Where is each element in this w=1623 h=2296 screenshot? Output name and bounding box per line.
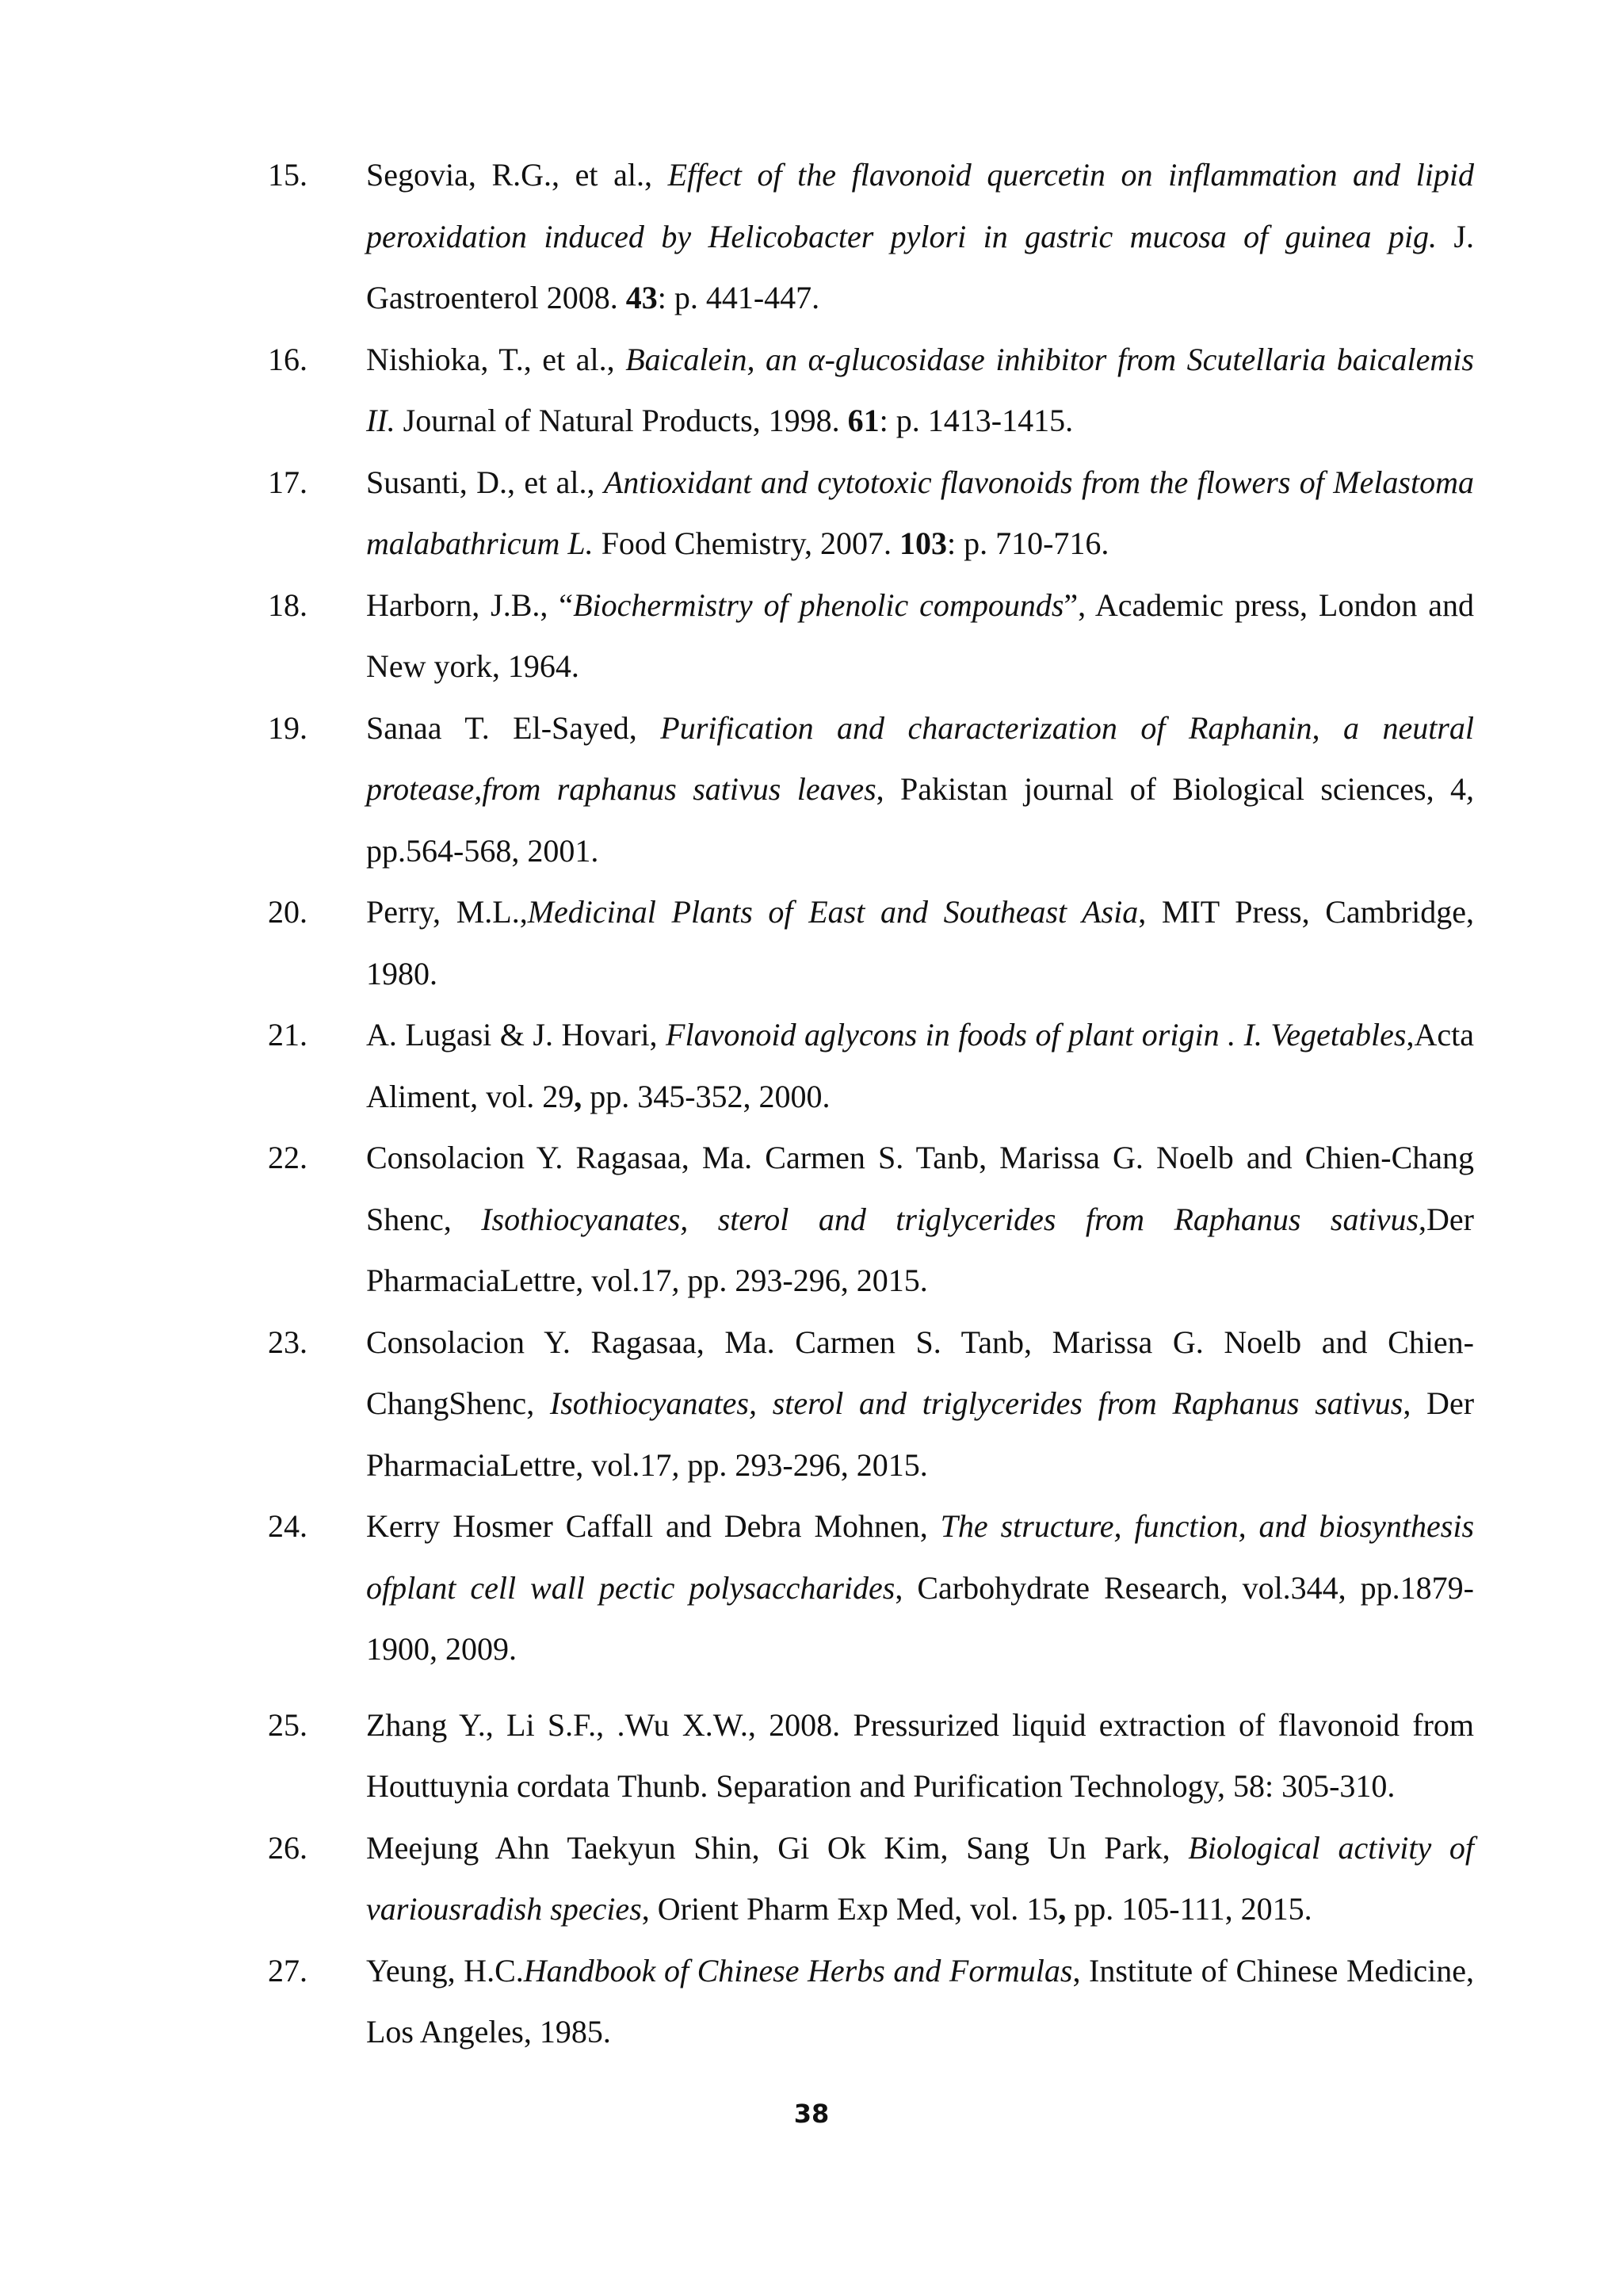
reference-text bbox=[366, 1940, 1474, 2063]
reference-entry bbox=[268, 1694, 1474, 1817]
reference-entry bbox=[268, 1004, 1474, 1127]
reference-number: 17. bbox=[268, 464, 307, 500]
reference-text-segment: Food Chemistry, 2007. bbox=[593, 525, 899, 561]
reference-text-segment: Zhang Y., Li S.F., .Wu X.W., 2008. Pressurized liquid extraction of flavonoid from Houttuynia cordata Thunb. Separation and Purification Technology, 58: 305-310. bbox=[366, 1706, 1474, 1804]
reference-text-segment: ,Der PharmaciaLettre, vol.17 bbox=[366, 1201, 1474, 1298]
reference-entry bbox=[268, 1312, 1475, 1496]
reference-text-segment: : p. 441-447. bbox=[657, 280, 820, 315]
reference-title-italic: Antioxidant and cytotoxic flavonoids from the flowers of Melastoma malabathricum L. bbox=[366, 464, 1474, 561]
page-number: 38 bbox=[793, 2099, 830, 2129]
reference-title-italic: Purification and characterization of Raphanin, a neutral protease,from raphanus sativus leaves bbox=[366, 709, 1474, 807]
reference-text-segment: Yeung, H.C. bbox=[366, 1952, 524, 1988]
reference-volume-bold: 43 bbox=[625, 280, 658, 315]
reference-entry bbox=[268, 144, 1474, 329]
reference-text-segment: Consolacion Y. Ragasaa, Ma. Carmen S. Tanb, Marissa G. Noelb and Chien-Chang Shenc, bbox=[366, 1140, 1474, 1237]
reference-text-segment: , Der PharmaciaLettre, vol.17 bbox=[366, 1385, 1475, 1483]
reference-text-segment: Journal of Natural Products, 1998. bbox=[395, 403, 848, 438]
reference-title-italic: , bbox=[671, 1446, 680, 1483]
reference-volume-bold: , bbox=[1058, 1891, 1067, 1927]
reference-number: 15. bbox=[268, 157, 307, 193]
reference-text-segment: , Carbohydrate Research, vol.344, pp.1879-1900, 2009. bbox=[366, 1569, 1474, 1667]
reference-text-segment: ”, Academic press, London and New york, 1964. bbox=[366, 586, 1474, 684]
reference-title-italic: Handbook of Chinese Herbs and Formulas bbox=[523, 1952, 1073, 1988]
reference-text-segment: A. Lugasi & J. Hovari, bbox=[366, 1017, 666, 1052]
reference-title-italic: Flavonoid aglycons in foods of plant origin . I. Vegetables bbox=[666, 1017, 1407, 1052]
reference-entry bbox=[268, 1127, 1474, 1312]
reference-text-segment: J. Gastroenterol 2008. bbox=[366, 218, 1474, 315]
reference-text bbox=[366, 1496, 1474, 1680]
reference-number: 25. bbox=[268, 1706, 307, 1743]
reference-number: 18. bbox=[268, 586, 307, 623]
reference-volume-bold: 61 bbox=[847, 403, 880, 438]
reference-title-italic: Isothiocyanates, sterol and triglycerides from Raphanus sativus bbox=[549, 1385, 1403, 1421]
reference-number: 19. bbox=[268, 709, 307, 746]
reference-entry bbox=[268, 329, 1474, 452]
reference-number: 24. bbox=[268, 1508, 307, 1544]
reference-title-italic: , bbox=[671, 1263, 680, 1298]
reference-text-segment: : p. 1413-1415. bbox=[879, 403, 1074, 438]
reference-text-segment: pp. 293-296, 2015. bbox=[679, 1263, 928, 1298]
reference-entry bbox=[268, 881, 1474, 1004]
reference-text-segment: Meejung Ahn Taekyun Shin, Gi Ok Kim, Sang Un Park, bbox=[366, 1829, 1189, 1866]
reference-text bbox=[366, 1817, 1474, 1940]
reference-text-segment: : p. 710-716. bbox=[947, 525, 1109, 561]
reference-text-segment: Segovia, R.G., et al., bbox=[366, 157, 668, 193]
reference-text-segment: Consolacion Y. Ragasaa, Ma. Carmen S. Tanb, Marissa G. Noelb and Chien-ChangShenc, bbox=[366, 1324, 1474, 1421]
reference-title-italic: Baicalein, an α-glucosidase inhibitor from Scutellaria baicalemis II. bbox=[366, 341, 1474, 438]
reference-text-segment: , Institute of Chinese Medicine, Los Angeles, 1985. bbox=[366, 1952, 1474, 2050]
reference-text bbox=[366, 1004, 1474, 1127]
reference-text-segment: , Pakistan journal of Biological sciences, 4 bbox=[876, 771, 1466, 807]
reference-title-italic: Medicinal Plants of East and Southeast Asia bbox=[527, 894, 1139, 930]
reference-text-segment: Susanti, D., et al., bbox=[366, 464, 604, 500]
reference-list bbox=[268, 144, 1475, 2063]
reference-number: 21. bbox=[268, 1017, 307, 1052]
reference-text bbox=[366, 144, 1474, 329]
reference-entry bbox=[268, 1496, 1475, 1680]
reference-number: 23. bbox=[268, 1324, 307, 1360]
reference-text bbox=[366, 1312, 1474, 1496]
reference-title-italic: Effect of the flavonoid quercetin on inflammation and lipid peroxidation induced by Helicobacter pylori in gastric mucosa of guinea pig. bbox=[366, 157, 1474, 254]
reference-text-segment: , MIT Press, Cambridge, 1980. bbox=[366, 894, 1474, 991]
reference-text-segment: , Orient Pharm Exp Med, vol. 15 bbox=[641, 1891, 1059, 1927]
reference-text-segment: Kerry Hosmer Caffall and Debra Mohnen, bbox=[366, 1508, 941, 1544]
reference-text bbox=[366, 1127, 1474, 1312]
reference-text bbox=[366, 881, 1474, 1004]
reference-title-italic: Biochermistry of phenolic compounds bbox=[573, 586, 1064, 623]
reference-text-segment: pp. 105-111, 2015. bbox=[1066, 1891, 1312, 1927]
reference-entry bbox=[268, 697, 1474, 882]
reference-text-segment: Harborn, J.B., “ bbox=[366, 586, 574, 623]
reference-number: 20. bbox=[268, 894, 307, 930]
reference-entry bbox=[268, 1940, 1474, 2063]
reference-number: 16. bbox=[268, 341, 307, 377]
reference-text-segment: Sanaa T. El-Sayed, bbox=[366, 709, 661, 746]
reference-text bbox=[366, 329, 1474, 452]
reference-number: 26. bbox=[268, 1829, 307, 1866]
reference-text bbox=[366, 697, 1474, 882]
reference-number: 22. bbox=[268, 1140, 307, 1175]
reference-entry bbox=[268, 1817, 1475, 1940]
reference-volume-bold: 103 bbox=[899, 525, 947, 561]
reference-text-segment: Nishioka, T., et al., bbox=[366, 341, 626, 377]
reference-entry bbox=[268, 452, 1474, 575]
reference-title-italic: , bbox=[1466, 771, 1474, 807]
reference-text-segment: pp. 293-296, 2015. bbox=[679, 1446, 928, 1483]
reference-text bbox=[366, 575, 1474, 697]
reference-entry bbox=[268, 575, 1474, 697]
reference-text-segment: ,Acta Aliment, vol. 29 bbox=[366, 1017, 1474, 1114]
reference-volume-bold: , bbox=[574, 1078, 582, 1114]
reference-text-segment: pp. 345-352, 2000. bbox=[582, 1078, 831, 1114]
reference-title-italic: Isothiocyanates, sterol and triglycerides from Raphanus sativus bbox=[481, 1201, 1419, 1237]
reference-text bbox=[366, 1694, 1474, 1817]
reference-title-italic: Biological activity of variousradish species bbox=[366, 1829, 1475, 1927]
reference-number: 27. bbox=[268, 1952, 307, 1988]
reference-text-segment: Perry, M.L., bbox=[366, 894, 528, 930]
reference-text-segment: pp.564-568, 2001. bbox=[366, 832, 599, 869]
reference-text bbox=[366, 452, 1474, 575]
reference-title-italic: The structure, function, and biosynthesis ofplant cell wall pectic polysaccharides bbox=[366, 1508, 1475, 1606]
